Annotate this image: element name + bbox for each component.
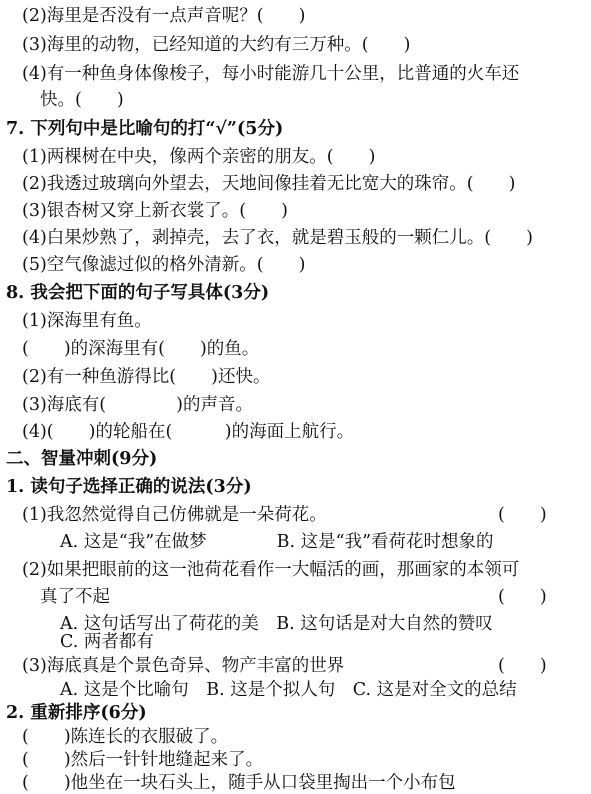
q8-item-1: (1)深海里有鱼。 (22, 311, 152, 331)
s2-q1-item-3-options: A. 这是个比喻句 B. 这是个拟人句 C. 这是对全文的总结 (60, 680, 517, 700)
s2-q2-item-1: ( )陈连长的衣服破了。 (22, 727, 229, 747)
s2-q1-item-1: (1)我忽然觉得自己仿佛就是一朵荷花。 (22, 505, 327, 525)
q8-item-4: (4)( )的轮船在( )的海面上航行。 (22, 422, 355, 442)
s2-q1-item-2-answer: ( ) (498, 587, 547, 607)
q7-item-5: (5)空气像滤过似的格外清新。( ) (22, 255, 306, 275)
q6-item-4-cont: 快。( ) (40, 90, 124, 110)
s2-q1-item-2-option-c: C. 两者都有 (60, 632, 154, 652)
q7-item-3: (3)银杏树又穿上新衣裳了。( ) (22, 201, 288, 221)
q7-item-2: (2)我透过玻璃向外望去，天地间像挂着无比宽大的珠帘。( ) (22, 174, 516, 194)
s2-q1-item-1-answer: ( ) (498, 505, 547, 525)
s2-q2-item-3: ( )他坐在一块石头上，随手从口袋里掏出一个小布包 (22, 773, 456, 793)
s2-q1-item-2: (2)如果把眼前的这一池荷花看作一大幅活的画，那画家的本领可 (22, 560, 520, 580)
q7-item-1: (1)两棵树在中央，像两个亲密的朋友。( ) (22, 147, 376, 167)
s2-q1-item-2-cont: 真了不起 (40, 587, 110, 607)
s2-q1-heading: 1. 读句子选择正确的说法(3分) (6, 477, 252, 497)
s2-q1-item-3-answer: ( ) (498, 656, 547, 676)
q8-item-1-blank: ( )的深海里有( )的鱼。 (22, 339, 260, 359)
s2-q2-heading: 2. 重新排序(6分) (6, 703, 147, 723)
q8-item-3: (3)海底有( )的声音。 (22, 395, 253, 415)
q8-item-2: (2)有一种鱼游得比( )还快。 (22, 367, 271, 387)
s2-q2-item-2: ( )然后一针针地缝起来了。 (22, 750, 264, 770)
q7-heading: 7. 下列句中是比喻句的打“√”(5分) (6, 119, 284, 139)
q7-item-4: (4)白果炒熟了，剥掉壳，去了衣，就是碧玉般的一颗仁儿。( ) (22, 228, 533, 248)
q6-item-3: (3)海里的动物，已经知道的大约有三万种。( ) (22, 35, 411, 55)
s2-q1-item-2-options-ab: A. 这句话写出了荷花的美 B. 这句话是对大自然的赞叹 (60, 614, 493, 634)
s2-q1-item-1-options: A. 这是“我”在做梦 B. 这是“我”看荷花时想象的 (60, 532, 494, 552)
section-2-heading: 二、智量冲刺(9分) (6, 449, 158, 469)
q6-item-4: (4)有一种鱼身体像梭子，每小时能游几十公里，比普通的火车还 (22, 64, 520, 84)
q6-item-2: (2)海里是否没有一点声音呢？( ) (22, 6, 306, 26)
s2-q1-item-3: (3)海底真是个景色奇异、物产丰富的世界 (22, 656, 345, 676)
q8-heading: 8. 我会把下面的句子写具体(3分) (6, 283, 270, 303)
